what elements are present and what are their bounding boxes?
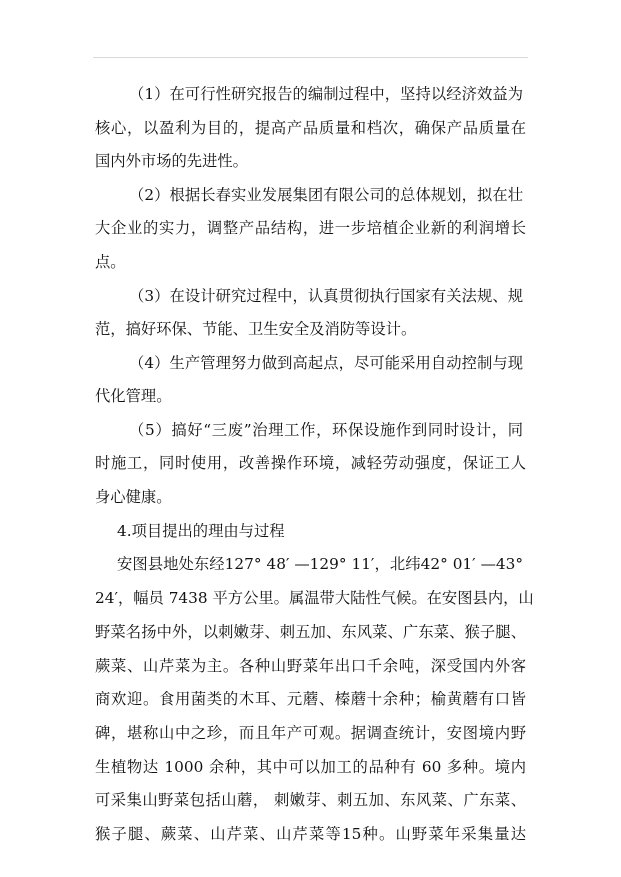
text-line: 安图县地处东经127° 48′ —129° 11′，北纬42° 01′ —43°	[117, 555, 523, 573]
text-line: （5）搞好“三废”治理工作，环保设施作到同时设计，同	[129, 421, 523, 439]
section-heading: 4.项目提出的理由与过程	[117, 522, 285, 540]
text-line: 代化管理。	[95, 387, 172, 405]
text-line: 碑，堪称山中之珍，而且年产可观。据调查统计，安图境内野	[95, 724, 526, 742]
text-line: 核心，以盈利为目的，提高产品质量和档次，确保产品质量在	[95, 119, 526, 137]
text-line: 点。	[95, 253, 126, 271]
text-line: 猴子腿、蕨菜、山芹菜、山芹菜等15种。山野菜年采集量达	[95, 825, 526, 843]
text-line: （1）在可行性研究报告的编制过程中，坚持以经济效益为	[129, 85, 523, 103]
text-line: 可采集山野菜包括山蘑， 刺嫩芽、刺五加、东风菜、广东菜、	[95, 791, 526, 809]
text-line: 野菜名扬中外，以刺嫩芽、刺五加、东风菜、广东菜、猴子腿、	[95, 623, 526, 641]
text-line: 身心健康。	[95, 488, 172, 506]
header-rule	[93, 57, 528, 58]
text-line: 国内外市场的先进性。	[95, 152, 248, 170]
text-line: 24′，幅员 7438 平方公里。属温带大陆性气候。在安图县内，山	[95, 589, 534, 607]
text-line: （4）生产管理努力做到高起点，尽可能采用自动控制与现	[129, 354, 523, 372]
text-line: 范，搞好环保、节能、卫生安全及消防等设计。	[95, 320, 417, 338]
text-line: 时施工，同时使用，改善操作环境，减轻劳动强度，保证工人	[95, 454, 526, 472]
text-line: 生植物达 1000 余种，其中可以加工的品种有 60 多种。境内	[95, 758, 526, 776]
text-line: 大企业的实力，调整产品结构，进一步培植企业新的利润增长	[95, 219, 526, 237]
text-line: 商欢迎。食用菌类的木耳、元蘑、榛蘑十余种；榆黄蘑有口皆	[95, 690, 526, 708]
text-line: （3）在设计研究过程中，认真贯彻执行国家有关法规、规	[129, 287, 523, 305]
text-line: （2）根据长春实业发展集团有限公司的总体规划，拟在壮	[129, 186, 523, 204]
text-line: 蕨菜、山芹菜为主。各种山野菜年出口千余吨，深受国内外客	[95, 657, 526, 675]
